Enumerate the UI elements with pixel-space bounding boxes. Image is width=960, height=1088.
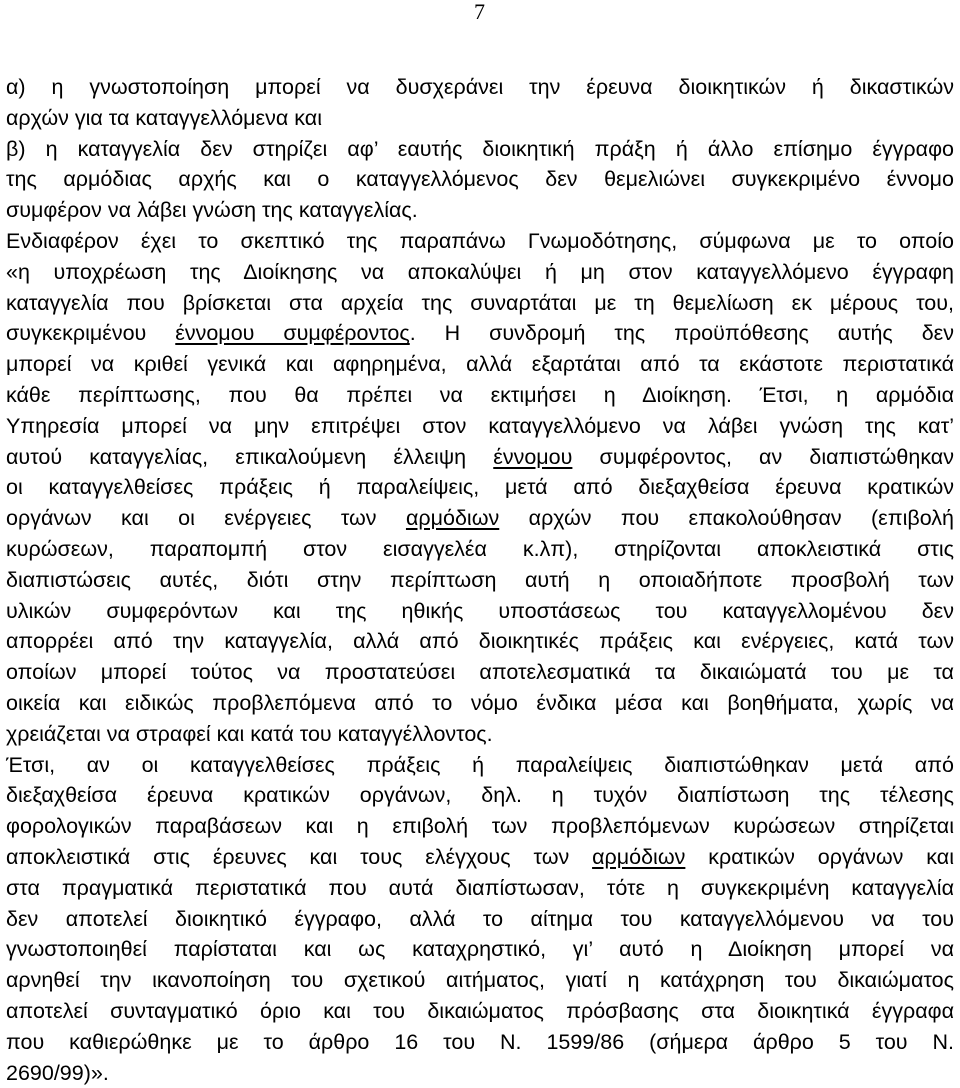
text-segment: αυτού καταγγελίας, επικαλούμενη έλλειψη: [6, 445, 493, 469]
text-segment: αποκλειστικά στις έρευνες και τους ελέγχους των: [6, 845, 592, 869]
text-line: οποίων μπορεί τούτος να προστατεύσει αποτελεσματικά τα δικαιώματά του με τα: [6, 657, 954, 688]
text-line: καταγγελία που βρίσκεται στα αρχεία της συναρτάται με τη θεμελίωση εκ μέρους του,: [6, 288, 954, 319]
text-line: γνωστοποιηθεί παρίσταται και ως καταχρηστικό, γι’ αυτό η Διοίκηση μπορεί να: [6, 934, 954, 965]
text-line: δεν αποτελεί διοικητικό έγγραφο, αλλά το αίτημα του καταγγελλόμενου να του: [6, 904, 954, 935]
underlined-text: έννομου συμφέροντος: [175, 321, 409, 345]
text-line: Υπηρεσία μπορεί να μην επιτρέψει στον καταγγελλόμενο να λάβει γνώση της κατ’: [6, 411, 954, 442]
text-line: συμφέρον να λάβει γνώση της καταγγελίας.: [6, 195, 954, 226]
text-line: αρνηθεί την ικανοποίηση του σχετικού αιτήματος, γιατί η κατάχρηση του δικαιώματος: [6, 965, 954, 996]
underlined-text: αρμόδιων: [406, 506, 499, 530]
text-line: β) η καταγγελία δεν στηρίζει αφ’ εαυτής διοικητική πράξη ή άλλο επίσημο έγγραφο: [6, 134, 954, 165]
text-line: Ενδιαφέρον έχει το σκεπτικό της παραπάνω Γνωμοδότησης, σύμφωνα με το οποίο: [6, 226, 954, 257]
text-line: αποτελεί συνταγματικό όριο και του δικαιώματος πρόσβασης στα διοικητικά έγγραφα: [6, 996, 954, 1027]
text-line: κάθε περίπτωσης, που θα πρέπει να εκτιμήσει η Διοίκηση. Έτσι, η αρμόδια: [6, 380, 954, 411]
text-line: χρειάζεται να στραφεί και κατά του καταγγέλλοντος.: [6, 719, 954, 750]
text-segment: συμφέροντος, αν διαπιστώθηκαν: [572, 445, 954, 469]
text-line: διαπιστώσεις αυτές, διότι στην περίπτωση αυτή η οποιαδήποτε προσβολή των: [6, 565, 954, 596]
text-segment: οργάνων και οι ενέργειες των: [6, 506, 406, 530]
page-number: 7: [474, 0, 485, 24]
text-line: που καθιερώθηκε με το άρθρο 16 του Ν. 1599/86 (σήμερα άρθρο 5 του Ν.: [6, 1027, 954, 1058]
text-segment: συγκεκριμένου: [6, 321, 175, 345]
text-line: οικεία και ειδικώς προβλεπόμενα από το νόμο ένδικα μέσα και βοηθήματα, χωρίς να: [6, 688, 954, 719]
text-line: φορολογικών παραβάσεων και η επιβολή των προβλεπόμενων κυρώσεων στηρίζεται: [6, 811, 954, 842]
text-line: α) η γνωστοποίηση μπορεί να δυσχεράνει την έρευνα διοικητικών ή δικαστικών: [6, 72, 954, 103]
text-line: [6, 318, 954, 349]
text-line: 2690/99)».: [6, 1058, 954, 1088]
underlined-text: έννομου: [493, 445, 572, 469]
text-line: στα πραγματικά περιστατικά που αυτά διαπίστωσαν, τότε η συγκεκριμένη καταγγελία: [6, 873, 954, 904]
text-line: [6, 842, 954, 873]
text-line: διεξαχθείσα έρευνα κρατικών οργάνων, δηλ. η τυχόν διαπίστωση της τέλεσης: [6, 780, 954, 811]
text-line: υλικών συμφερόντων και της ηθικής υποστάσεως του καταγγελλομένου δεν: [6, 596, 954, 627]
text-line: της αρμόδιας αρχής και ο καταγγελλόμενος δεν θεμελιώνει συγκεκριμένο έννομο: [6, 164, 954, 195]
text-line: «η υποχρέωση της Διοίκησης να αποκαλύψει ή μη στον καταγγελλόμενο έγγραφη: [6, 257, 954, 288]
text-line: Έτσι, αν οι καταγγελθείσες πράξεις ή παραλείψεις διαπιστώθηκαν μετά από: [6, 750, 954, 781]
text-segment: κρατικών οργάνων και: [685, 845, 954, 869]
text-line: οι καταγγελθείσες πράξεις ή παραλείψεις, μετά από διεξαχθείσα έρευνα κρατικών: [6, 472, 954, 503]
underlined-text: αρμόδιων: [592, 845, 685, 869]
text-line: αρχών για τα καταγγελλόμενα και: [6, 103, 954, 134]
document-body: [6, 72, 954, 1088]
text-line: μπορεί να κριθεί γενικά και αφηρημένα, αλλά εξαρτάται από τα εκάστοτε περιστατικά: [6, 349, 954, 380]
text-line: απορρέει από την καταγγελία, αλλά από διοικητικές πράξεις και ενέργειες, κατά των: [6, 626, 954, 657]
text-line: κυρώσεων, παραπομπή στον εισαγγελέα κ.λπ), στηρίζονται αποκλειστικά στις: [6, 534, 954, 565]
text-line: [6, 442, 954, 473]
text-segment: . Η συνδρομή της προϋπόθεσης αυτής δεν: [410, 321, 954, 345]
text-segment: αρχών που επακολούθησαν (επιβολή: [499, 506, 954, 530]
text-line: [6, 503, 954, 534]
